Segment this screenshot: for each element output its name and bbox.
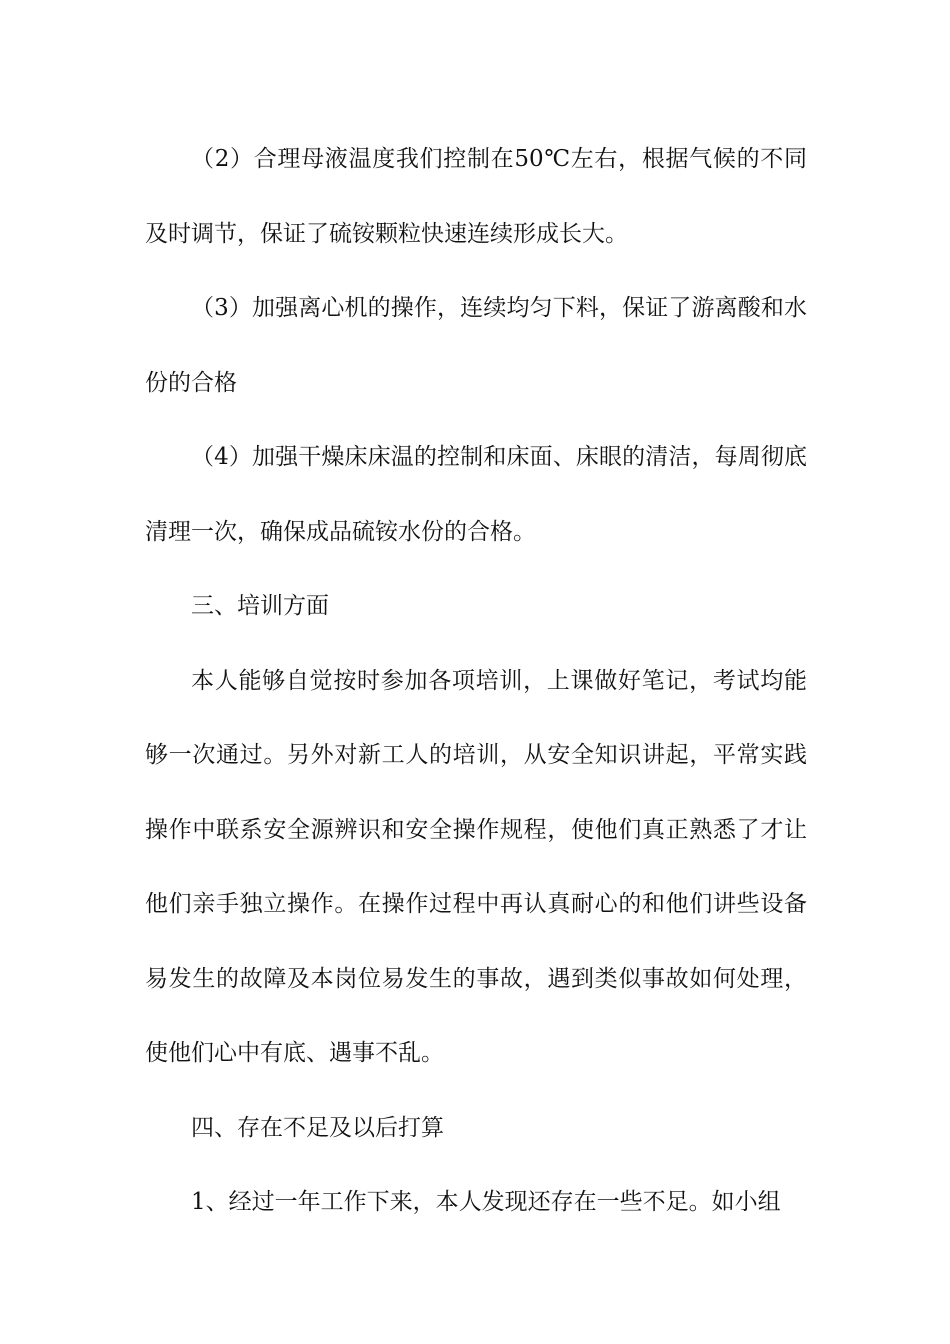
paragraph-training-details: 本人能够自觉按时参加各项培训，上课做好笔记，考试均能够一次通过。另外对新工人的培训，从安全知识讲起，平常实践操作中联系安全源辨识和安全操作规程，使他们真正熟悉了才让他们亲手独立操作。在操作过程中再认真耐心的和他们讲些设备易发生的故障及本岗位易发生的事故，遇到类似事故如何处理，使他们心中有底、遇事不乱。	[145, 667, 807, 1066]
paragraph-shortcomings-item-1: 1、经过一年工作下来，本人发现还存在一些不足。如小组	[191, 1189, 781, 1215]
document-body	[145, 122, 807, 1240]
section-heading-training: 三、培训方面	[191, 593, 329, 619]
paragraph-temperature-control: （2）合理母液温度我们控制在50℃左右，根据气候的不同及时调节，保证了硫铵颗粒快速连续形成长大。	[145, 146, 807, 247]
paragraph-dryer-bed-control: （4）加强干燥床床温的控制和床面、床眼的清洁，每周彻底清理一次，确保成品硫铵水份的合格。	[145, 444, 807, 545]
paragraph-centrifuge-operation: （3）加强离心机的操作，连续均匀下料，保证了游离酸和水份的合格	[145, 295, 807, 396]
section-heading-shortcomings: 四、存在不足及以后打算	[191, 1114, 444, 1141]
